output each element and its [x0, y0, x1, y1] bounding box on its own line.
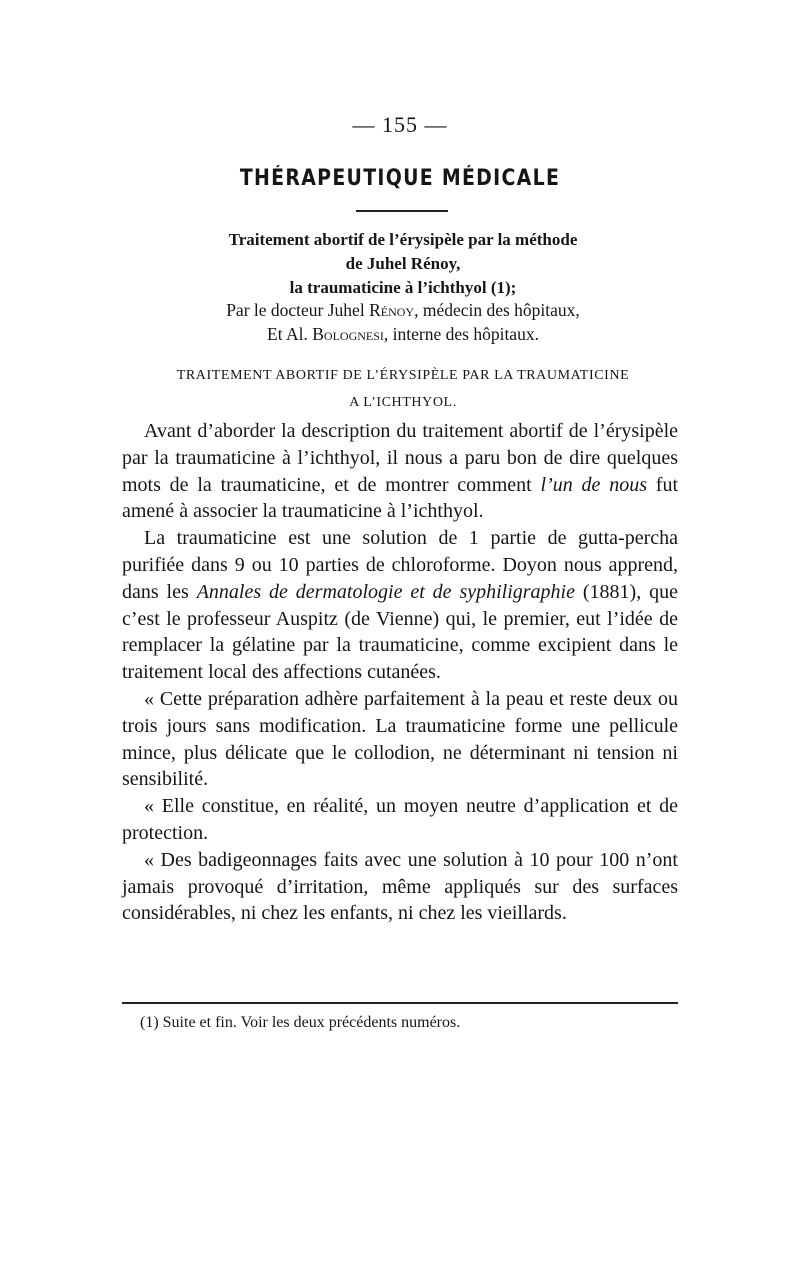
- body-text: [122, 418, 678, 927]
- author-line-2: [120, 322, 686, 346]
- footnote-rule: [122, 1002, 678, 1004]
- paragraph-2-text-a: La traumaticine est une solution de 1 partie de gutta-percha purifiée dans 9 ou 10 parties de chloroforme. Doyon nous apprend, dans les: [122, 527, 678, 603]
- paragraph-1-emphasis: l’un de nous: [540, 473, 647, 496]
- section-title: THÉRAPEUTIQUE MÉDICALE: [239, 166, 561, 191]
- author-2-name: Bolognesi: [312, 324, 384, 344]
- authors-block: [120, 298, 686, 346]
- footnote: (1) Suite et fin. Voir les deux précédents numéros.: [140, 1014, 461, 1031]
- paragraph-1-text-a: Avant d’aborder la description du traitement abortif de l’érysipèle par la traumaticine à l’ichthyol, il nous a paru bon de dire quelques mots de la traumaticine, et de montrer comment: [122, 420, 678, 496]
- paragraph-1: [122, 418, 678, 525]
- paragraph-3: « Cette préparation adhère parfaitement à la peau et reste deux ou trois jours sans modification. La traumaticine forme une pellicule mince, plus délicate que le collodion, ne déterminant ni tension ni sensibilité.: [122, 687, 678, 791]
- article-title-line-2: de Juhel Rénoy,: [345, 254, 461, 273]
- paragraph-4: « Elle constitue, en réalité, un moyen neutre d’application et de protection.: [122, 795, 678, 844]
- author-1-prefix: Par le docteur Juhel: [226, 300, 370, 320]
- paragraph-2-text-b: (1881), que c’est le professeur Auspitz (de Vienne) qui, le premier, eut l’idée de remplacer la gélatine par la traumaticine, comme excipient dans le traitement local des affections cutanées.: [122, 580, 678, 684]
- title-rule: [356, 210, 448, 212]
- paragraph-1-text-b: fut amené à associer la traumaticine à l’ichthyol.: [122, 473, 679, 523]
- author-line-1: [120, 298, 686, 322]
- paragraph-2: [122, 525, 678, 686]
- article-title-line-3: la traumaticine à l’ichthyol (1);: [289, 278, 517, 297]
- chapter-heading-line-1: TRAITEMENT ABORTIF DE L’ÉRYSIPÈLE PAR LA TRAUMATICINE: [176, 368, 630, 383]
- page-number: — 155 —: [352, 112, 448, 137]
- chapter-heading: [110, 362, 696, 416]
- paragraph-2-journal-title: Annales de dermatologie et de syphiligraphie: [196, 580, 575, 603]
- author-2-prefix: Et Al.: [267, 324, 313, 344]
- article-title: [120, 228, 686, 300]
- author-1-name: Rénoy: [369, 300, 415, 320]
- author-1-suffix: , médecin des hôpitaux,: [414, 300, 580, 320]
- article-title-line-1: Traitement abortif de l’érysipèle par la méthode: [228, 230, 578, 249]
- paragraph-5: « Des badigeonnages faits avec une solution à 10 pour 100 n’ont jamais provoqué d’irritation, même appliqués sur des surfaces considérables, ni chez les enfants, ni chez les vieillards.: [122, 848, 678, 925]
- author-2-suffix: , interne des hôpitaux.: [383, 324, 539, 344]
- chapter-heading-line-2: A L’ICHTHYOL.: [349, 395, 457, 410]
